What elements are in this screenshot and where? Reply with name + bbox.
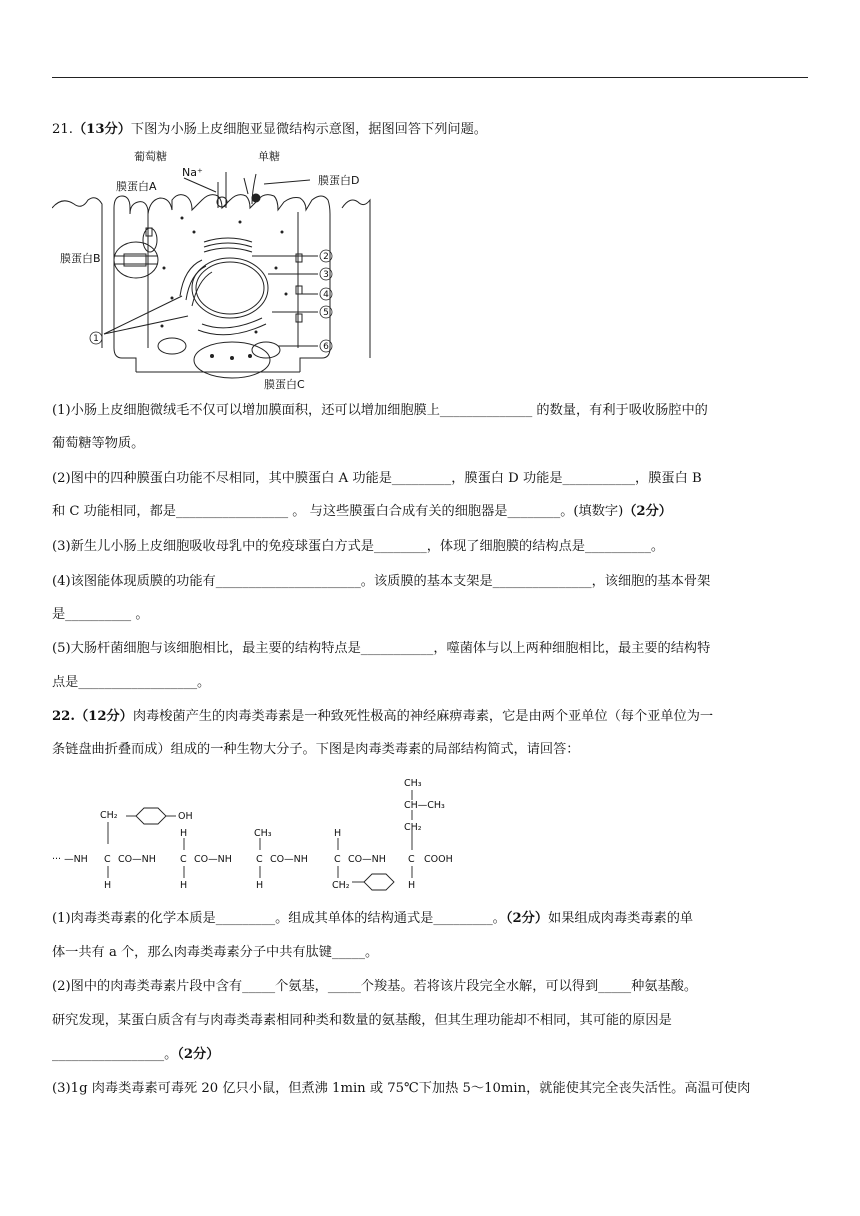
- q21-score: （13分）: [72, 122, 131, 137]
- label-na-ion: Na⁺: [182, 166, 203, 179]
- formula-ch2-tyr: CH₂: [100, 810, 118, 821]
- q22-p1b: 体一共有 a 个，那么肉毒类毒素分子中共有肽键_____。: [52, 945, 379, 960]
- q22-p3: (3)1g 肉毒类毒素可毒死 20 亿只小鼠，但煮沸 1min 或 75℃下加热 5～10min，就能使其完全丧失活性。高温可使肉: [52, 1081, 751, 1096]
- q21-p2b-score: （2分）: [623, 504, 672, 519]
- q22-p2c-score: （2分）: [177, 1047, 220, 1062]
- label-glucose: 葡萄糖: [134, 150, 167, 163]
- q21-p5b: 点是__________________。: [52, 675, 211, 690]
- q22-p2c-text: _________________。: [52, 1047, 178, 1062]
- formula-h2-bottom: H: [180, 880, 188, 891]
- q21-p1b: 葡萄糖等物质。: [52, 436, 145, 451]
- q22-p1a-score: （2分）: [505, 911, 549, 926]
- q22-p1a: [52, 910, 812, 928]
- toxin-formula: [52, 776, 482, 894]
- q21-text: 下图为小肠上皮细胞亚显微结构示意图，据图回答下列问题。: [130, 122, 487, 137]
- formula-ch2-leu: CH₂: [404, 822, 422, 833]
- q22-p2c: [52, 1046, 812, 1064]
- formula-h1-bottom: H: [104, 880, 112, 891]
- q21-p2b: [52, 503, 812, 521]
- q22-text-a: 肉毒梭菌产生的肉毒类毒素是一种致死性极高的神经麻痹毒素，它是由两个亚单位（每个亚单位为一: [132, 709, 714, 724]
- formula-conh2: CO—NH: [194, 854, 232, 865]
- q21-p4b: 是__________ 。: [52, 607, 149, 622]
- label-n5: 5: [323, 308, 329, 318]
- formula-conh4: CO—NH: [348, 854, 386, 865]
- formula-c5: C: [408, 854, 415, 865]
- formula-h3-bottom: H: [256, 880, 264, 891]
- label-n4: 4: [323, 290, 329, 300]
- q21-p5a: (5)大肠杆菌细胞与该细胞相比，最主要的结构特点是___________，噬菌体与以上两种细胞相比，最主要的结构特: [52, 641, 711, 656]
- formula-h-phe-top: H: [334, 828, 342, 839]
- formula-c4: C: [334, 854, 341, 865]
- q22-header: [52, 708, 812, 726]
- label-protein-b: 膜蛋白B: [60, 252, 101, 265]
- formula-cooh: COOH: [424, 854, 453, 865]
- formula-h5-bottom: H: [408, 880, 416, 891]
- label-protein-c: 膜蛋白C: [264, 378, 305, 391]
- label-monosaccharide: 单糖: [258, 150, 280, 163]
- q22-p2a: (2)图中的肉毒类毒素片段中含有_____个氨基，_____个羧基。若将该片段完全水解，可以得到_____种氨基酸。: [52, 979, 698, 994]
- label-protein-a: 膜蛋白A: [116, 180, 157, 193]
- q22-header-b: 条链盘曲折叠而成）组成的一种生物大分子。下图是肉毒类毒素的局部结构简式，请回答：: [52, 742, 580, 757]
- q22-p1a-text: (1)肉毒类毒素的化学本质是_________。组成其单体的结构通式是_________。: [52, 911, 506, 926]
- formula-ch3-ala: CH₃: [254, 828, 272, 839]
- q21-number: 21.: [52, 122, 73, 137]
- cell-diagram: [52, 148, 384, 396]
- q22-p2b: 研究发现，某蛋白质含有与肉毒类毒素相同种类和数量的氨基酸，但其生理功能却不相同，其可能的原因是: [52, 1013, 672, 1028]
- formula-conh1: CO—NH: [118, 854, 156, 865]
- formula-ch-ch3: CH—CH₃: [404, 800, 445, 811]
- formula-ch3-top: CH₃: [404, 778, 422, 789]
- q22-p1a-tail: 如果组成肉毒类毒素的单: [548, 911, 694, 926]
- formula-h-gly-top: H: [180, 828, 188, 839]
- q21-p1a: (1)小肠上皮细胞微绒毛不仅可以增加膜面积，还可以增加细胞膜上______________ 的数量，有利于吸收肠腔中的: [52, 403, 708, 418]
- formula-oh: OH: [178, 811, 193, 822]
- header-rule: [52, 77, 808, 78]
- formula-c3: C: [256, 854, 263, 865]
- formula-c2: C: [180, 854, 187, 865]
- formula-ch2-phe: CH₂: [332, 880, 350, 891]
- q21-p2a: (2)图中的四种膜蛋白功能不尽相同，其中膜蛋白 A 功能是_________，膜蛋白 D 功能是___________，膜蛋白 B: [52, 471, 702, 486]
- formula-c1: C: [104, 854, 111, 865]
- formula-backbone-start: ··· —NH: [52, 854, 88, 865]
- q21-p4a: (4)该图能体现质膜的功能有______________________。该质膜的基本支架是_______________，该细胞的基本骨架: [52, 574, 711, 589]
- label-protein-d: 膜蛋白D: [318, 174, 360, 187]
- label-n1: 1: [93, 334, 99, 344]
- q21-p3: (3)新生儿小肠上皮细胞吸收母乳中的免疫球蛋白方式是________，体现了细胞膜的结构点是__________。: [52, 539, 665, 554]
- formula-conh3: CO—NH: [270, 854, 308, 865]
- label-n3: 3: [323, 270, 329, 280]
- label-n6: 6: [323, 342, 329, 352]
- q22-number: 22.: [52, 709, 75, 724]
- q21-p2b-text: 和 C 功能相同，都是_________________ 。 与这些膜蛋白合成有关的细胞器是________。(填数字): [52, 504, 624, 519]
- label-n2: 2: [323, 252, 329, 262]
- q21-header: [52, 121, 812, 139]
- q22-score: （12分）: [74, 709, 133, 724]
